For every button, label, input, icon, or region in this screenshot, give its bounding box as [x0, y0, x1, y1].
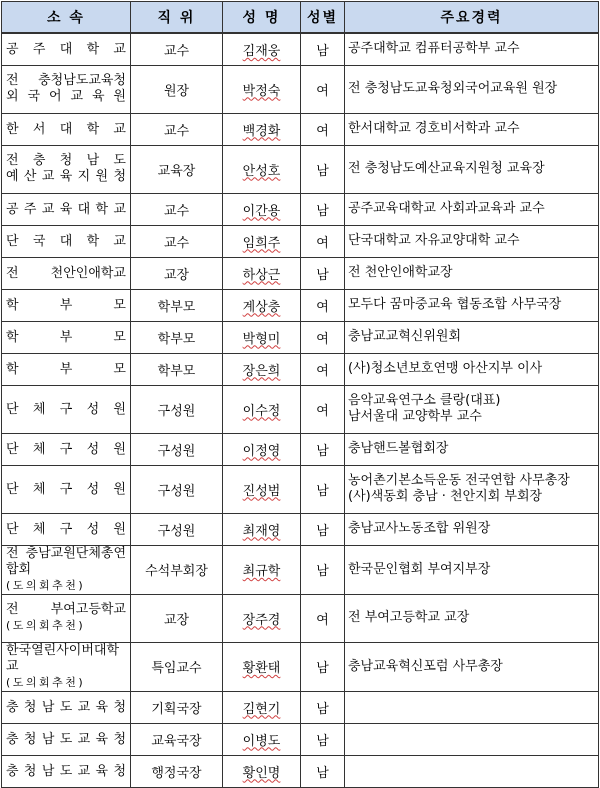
cell-name-text: 이병도: [242, 733, 281, 749]
career-line: 한국문인협회 부여지부장: [348, 561, 491, 577]
table-row: [2, 594, 599, 642]
cell-gender-text: 여: [316, 363, 329, 379]
affiliation-line: 단 국 대 학 교: [6, 233, 126, 249]
affiliation-line: 전 충청남도교육청: [6, 73, 126, 88]
cell-career: [345, 642, 599, 691]
cell-name: [223, 755, 301, 787]
affiliation-line: 학 부 모: [6, 329, 126, 345]
cell-affiliation: [2, 513, 131, 545]
cell-career: [345, 321, 599, 353]
cell-affiliation: [2, 755, 131, 787]
cell-affiliation: [2, 594, 131, 642]
cell-position-text: 교수: [163, 235, 190, 251]
table-row: [2, 321, 599, 353]
cell-name: [223, 33, 301, 65]
cell-career: [345, 433, 599, 465]
cell-position: [131, 513, 223, 545]
cell-career: [345, 755, 599, 787]
cell-position: [131, 691, 223, 723]
cell-gender: [301, 353, 345, 385]
cell-name: [223, 594, 301, 642]
table-row: [2, 545, 599, 594]
table-row: [2, 193, 599, 225]
cell-name: [223, 193, 301, 225]
affiliation-line: 예 산 교 육 지 원 청: [6, 169, 126, 184]
cell-career: [345, 33, 599, 65]
table-row: [2, 433, 599, 465]
cell-position: [131, 723, 223, 755]
header-career: 주요경력: [345, 2, 599, 34]
cell-position: [131, 321, 223, 353]
career-line: 단국대학교 자유교양대학 교수: [348, 233, 520, 248]
cell-name: [223, 113, 301, 145]
cell-position: [131, 65, 223, 113]
cell-name-text: 장은희: [242, 363, 281, 379]
cell-name: [223, 321, 301, 353]
cell-gender-text: 남: [316, 661, 329, 676]
cell-career: [345, 723, 599, 755]
cell-position: [131, 545, 223, 594]
affiliation-line: 전 천안인애학교: [6, 265, 126, 281]
cell-position: [131, 33, 223, 65]
affiliation-line: 전 부여고등학교: [6, 602, 126, 617]
affiliation-line: ( 도 의 회 추 천 ): [6, 619, 83, 632]
cell-name-text: 황환태: [242, 661, 281, 676]
cell-gender-text: 남: [316, 765, 329, 781]
cell-career: [345, 225, 599, 257]
cell-gender: [301, 594, 345, 642]
cell-gender: [301, 65, 345, 113]
cell-affiliation: [2, 65, 131, 113]
cell-position-text: 수석부회장: [145, 564, 208, 579]
cell-name: [223, 691, 301, 723]
career-line: 전 충청남도교육청외국어교육원 원장: [348, 81, 558, 96]
affiliation-line: ( 도 의 회 추 천 ): [6, 675, 83, 689]
career-line: 전 부여고등학교 교장: [348, 610, 470, 625]
cell-name-text: 계상충: [242, 299, 281, 315]
cell-name: [223, 433, 301, 465]
cell-gender-text: 남: [316, 564, 329, 579]
cell-position-text: 행정국장: [151, 765, 202, 781]
cell-position: [131, 193, 223, 225]
member-rows: [2, 33, 599, 787]
cell-career: [345, 513, 599, 545]
cell-affiliation: [2, 433, 131, 465]
affiliation-line: 단 체 구 성 원: [6, 521, 126, 537]
career-line: 한서대학교 경호비서학과 교수: [348, 121, 520, 136]
cell-name: [223, 545, 301, 594]
cell-name: [223, 257, 301, 289]
cell-gender: [301, 433, 345, 465]
cell-gender-text: 남: [316, 701, 329, 717]
cell-name-text: 박정숙: [242, 83, 281, 99]
cell-position-text: 특임교수: [151, 661, 202, 676]
cell-career: [345, 691, 599, 723]
cell-position: [131, 353, 223, 385]
cell-name-text: 이간용: [242, 203, 281, 219]
table-row: [2, 113, 599, 145]
affiliation-line: 한국열린사이버대학교: [6, 642, 120, 674]
cell-affiliation: [2, 145, 131, 193]
cell-name-text: 이정영: [242, 443, 281, 459]
cell-position-text: 구성원: [157, 403, 196, 419]
cell-affiliation: [2, 545, 131, 594]
table-row: [2, 642, 599, 691]
cell-position: [131, 642, 223, 691]
cell-name-text: 백경화: [242, 123, 281, 139]
cell-career: [345, 193, 599, 225]
cell-affiliation: [2, 289, 131, 321]
header-row: [2, 2, 599, 34]
cell-name: [223, 145, 301, 193]
affiliation-line: 학 부 모: [6, 297, 126, 313]
career-line: 충남핸드볼협회장: [348, 441, 449, 456]
table-row: [2, 755, 599, 787]
affiliation-line: 학 부 모: [6, 361, 126, 377]
cell-affiliation: [2, 642, 131, 691]
table-row: [2, 289, 599, 321]
cell-name: [223, 642, 301, 691]
cell-name-text: 안성호: [242, 163, 281, 179]
career-line: 음악교육연구소 클랑(대표): [348, 393, 501, 408]
table-row: [2, 65, 599, 113]
cell-career: [345, 257, 599, 289]
header-affiliation: 소 속: [2, 2, 131, 34]
cell-name-text: 최재영: [242, 523, 281, 539]
cell-gender: [301, 193, 345, 225]
cell-gender: [301, 545, 345, 594]
career-line: 전 충청남도예산교육지원청 교육장: [348, 161, 545, 176]
cell-gender-text: 여: [316, 235, 329, 251]
cell-career: [345, 385, 599, 433]
career-line: 공주대학교 컴퓨터공학부 교수: [348, 41, 520, 57]
cell-name-text: 최규학: [242, 564, 281, 579]
cell-position: [131, 145, 223, 193]
affiliation-line: 단 체 구 성 원: [6, 481, 126, 497]
affiliation-line: 한 서 대 학 교: [6, 121, 126, 137]
cell-name: [223, 513, 301, 545]
cell-position: [131, 465, 223, 513]
cell-gender-text: 여: [316, 612, 329, 628]
cell-career: [345, 353, 599, 385]
cell-career: [345, 65, 599, 113]
cell-gender: [301, 642, 345, 691]
career-line: 전 천안인애학교장: [348, 265, 453, 280]
cell-career: [345, 113, 599, 145]
career-line: 농어촌기본소득운동 전국연합 사무총장: [348, 473, 570, 488]
cell-affiliation: [2, 691, 131, 723]
affiliation-line: 충 청 남 도 교 육 청: [6, 699, 126, 715]
cell-name: [223, 65, 301, 113]
cell-name-text: 진성범: [242, 483, 281, 499]
cell-name-text: 하상근: [242, 267, 281, 283]
cell-gender: [301, 145, 345, 193]
cell-gender: [301, 755, 345, 787]
table-row: [2, 257, 599, 289]
affiliation-line: 충 청 남 도 교 육 청: [6, 731, 126, 747]
career-line: 충남교육혁신포럼 사무총장: [348, 658, 503, 674]
cell-position-text: 학부모: [157, 363, 196, 379]
cell-gender-text: 남: [316, 443, 329, 459]
cell-name-text: 이수정: [242, 403, 281, 419]
cell-position: [131, 257, 223, 289]
cell-gender: [301, 465, 345, 513]
cell-affiliation: [2, 385, 131, 433]
cell-position-text: 구성원: [157, 523, 196, 539]
cell-career: [345, 545, 599, 594]
cell-name-text: 박형미: [242, 331, 281, 347]
cell-name-text: 장주경: [242, 612, 281, 628]
cell-position: [131, 433, 223, 465]
career-line: 모두다 꿈마중교육 협동조합 사무국장: [348, 297, 562, 312]
career-line: (사)색동회 충남 · 천안지회 부회장: [348, 489, 543, 504]
cell-position-text: 교수: [163, 203, 190, 219]
cell-position: [131, 113, 223, 145]
table-row: [2, 145, 599, 193]
career-line: 충남교교혁신위원회: [348, 329, 462, 344]
cell-gender: [301, 225, 345, 257]
cell-position-text: 구성원: [157, 483, 196, 499]
cell-career: [345, 145, 599, 193]
cell-gender-text: 여: [316, 299, 329, 315]
cell-gender-text: 남: [316, 163, 329, 179]
career-line: 남서울대 교양학부 교수: [348, 409, 482, 424]
cell-affiliation: [2, 353, 131, 385]
cell-gender-text: 여: [316, 403, 329, 419]
cell-gender: [301, 723, 345, 755]
career-line: (사)청소년보호연맹 아산지부 이사: [348, 361, 543, 376]
cell-position-text: 교장: [163, 267, 190, 283]
cell-position-text: 교수: [163, 123, 190, 139]
affiliation-line: 공 주 대 학 교: [6, 41, 126, 57]
committee-member-sheet: [1, 1, 598, 781]
cell-gender-text: 남: [316, 483, 329, 499]
cell-gender-text: 여: [316, 331, 329, 347]
affiliation-line: 공 주 교 육 대 학 교: [6, 201, 126, 217]
cell-career: [345, 594, 599, 642]
cell-name: [223, 353, 301, 385]
affiliation-line: 전 충 청 남 도: [6, 153, 126, 168]
cell-affiliation: [2, 193, 131, 225]
header-position: 직 위: [131, 2, 223, 34]
table-row: [2, 723, 599, 755]
table-row: [2, 353, 599, 385]
cell-gender: [301, 321, 345, 353]
cell-position-text: 교수: [163, 43, 190, 59]
cell-position: [131, 225, 223, 257]
cell-gender-text: 여: [316, 83, 329, 99]
cell-gender: [301, 257, 345, 289]
cell-name: [223, 385, 301, 433]
affiliation-line: 외 국 어 교 육 원: [6, 89, 126, 104]
cell-position-text: 원장: [163, 83, 190, 99]
affiliation-line: 전 충남교원단체총연합회: [6, 545, 126, 577]
cell-affiliation: [2, 225, 131, 257]
affiliation-line: 단 체 구 성 원: [6, 401, 126, 417]
cell-affiliation: [2, 321, 131, 353]
cell-affiliation: [2, 113, 131, 145]
table-row: [2, 385, 599, 433]
cell-position: [131, 594, 223, 642]
cell-position-text: 학부모: [157, 331, 196, 347]
cell-affiliation: [2, 33, 131, 65]
cell-gender-text: 남: [316, 203, 329, 219]
cell-affiliation: [2, 465, 131, 513]
cell-gender-text: 남: [316, 733, 329, 749]
cell-position-text: 교육장: [157, 163, 196, 179]
cell-position: [131, 289, 223, 321]
cell-gender-text: 남: [316, 523, 329, 539]
cell-affiliation: [2, 257, 131, 289]
table-row: [2, 513, 599, 545]
cell-gender: [301, 691, 345, 723]
cell-name-text: 황인명: [242, 765, 281, 781]
cell-gender-text: 여: [316, 123, 329, 139]
table-row: [2, 33, 599, 65]
table-row: [2, 225, 599, 257]
cell-name-text: 임희주: [242, 235, 281, 251]
cell-gender-text: 남: [316, 43, 329, 59]
affiliation-line: ( 도 의 회 추 천 ): [6, 578, 83, 592]
career-line: 공주교육대학교 사회과교육과 교수: [348, 201, 545, 216]
cell-affiliation: [2, 723, 131, 755]
cell-career: [345, 289, 599, 321]
header-gender: 성별: [301, 2, 345, 34]
committee-member-table: [1, 1, 599, 788]
cell-gender: [301, 33, 345, 65]
cell-position-text: 구성원: [157, 443, 196, 459]
cell-gender: [301, 385, 345, 433]
cell-position: [131, 385, 223, 433]
cell-name-text: 김현기: [242, 701, 281, 717]
cell-position: [131, 755, 223, 787]
cell-gender: [301, 113, 345, 145]
cell-name: [223, 465, 301, 513]
cell-position-text: 교육국장: [151, 733, 202, 749]
affiliation-line: 단 체 구 성 원: [6, 441, 126, 457]
cell-gender-text: 남: [316, 267, 329, 283]
cell-gender: [301, 289, 345, 321]
cell-gender: [301, 513, 345, 545]
cell-career: [345, 465, 599, 513]
cell-position-text: 학부모: [157, 299, 196, 315]
table-row: [2, 465, 599, 513]
table-row: [2, 691, 599, 723]
career-line: 충남교사노동조합 위원장: [348, 521, 491, 536]
cell-name: [223, 289, 301, 321]
header-name: 성 명: [223, 2, 301, 34]
cell-position-text: 기획국장: [151, 701, 202, 717]
cell-name: [223, 723, 301, 755]
cell-name: [223, 225, 301, 257]
affiliation-line: 충 청 남 도 교 육 청: [6, 763, 126, 779]
cell-position-text: 교장: [163, 612, 190, 628]
cell-name-text: 김재웅: [242, 43, 281, 59]
